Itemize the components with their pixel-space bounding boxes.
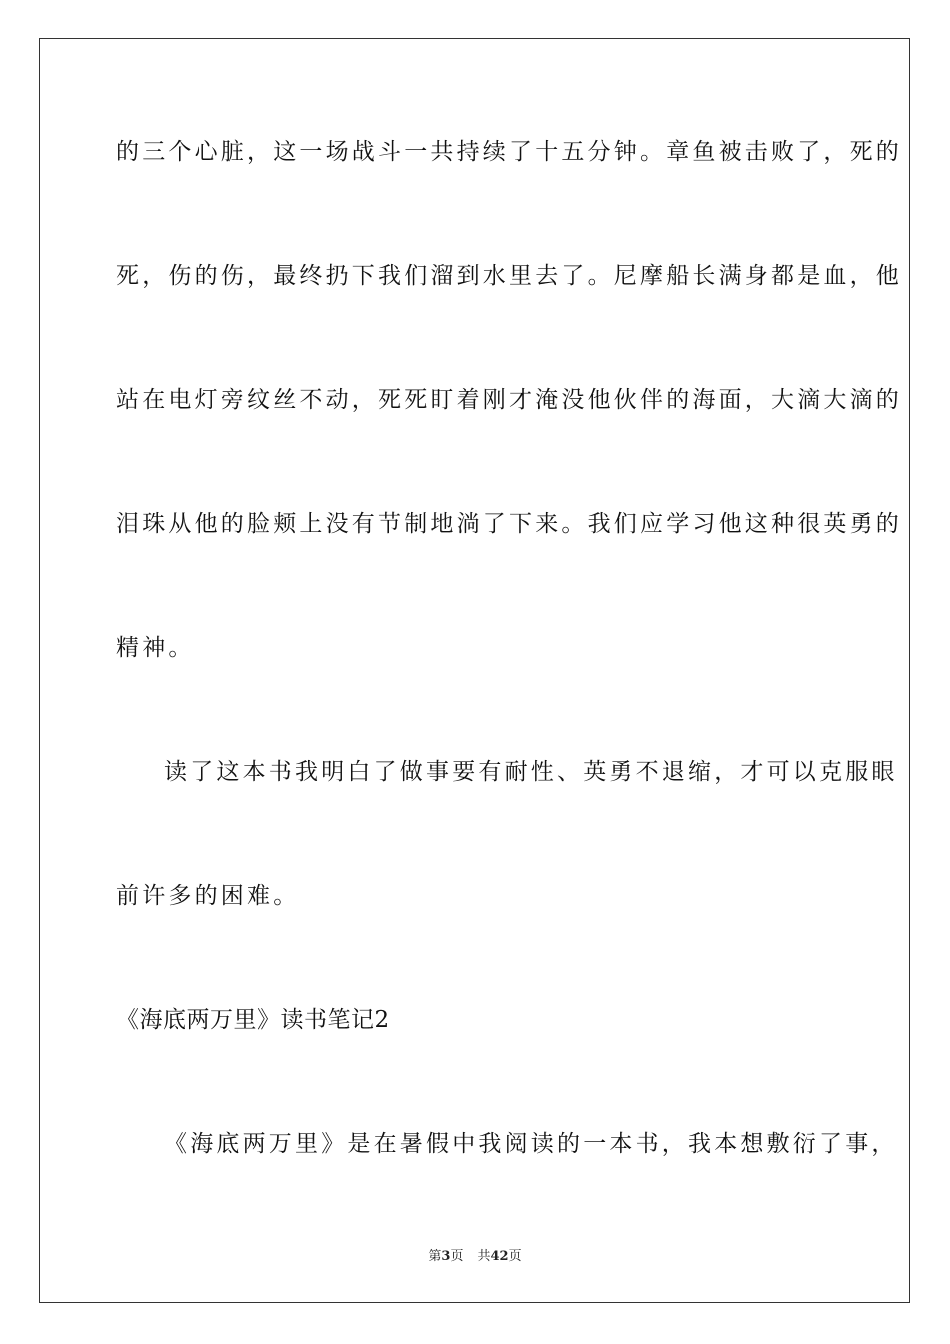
footer-page-suffix: 页	[450, 1249, 464, 1264]
footer-total-pages: 42	[490, 1249, 509, 1264]
page-footer	[0, 1248, 950, 1266]
text-line-2: 死，伤的伤，最终扔下我们溜到水里去了。尼摩船长满身都是血，他	[116, 263, 902, 289]
footer-page-number: 3	[441, 1249, 451, 1264]
footer-total-prefix: 共	[477, 1249, 491, 1264]
paragraph-line-3: 《海底两万里》是在暑假中我阅读的一本书，我本想敷衍了事，	[164, 1131, 898, 1157]
text-line-5: 精神。	[116, 635, 195, 661]
footer-total-suffix: 页	[508, 1249, 522, 1264]
footer-page-prefix: 第	[428, 1249, 442, 1264]
page-border	[39, 38, 910, 1303]
text-line-1: 的三个心脏，这一场战斗一共持续了十五分钟。章鱼被击败了，死的	[116, 139, 902, 165]
section-heading: 《海底两万里》读书笔记2	[116, 1007, 390, 1033]
paragraph-line-1: 读了这本书我明白了做事要有耐性、英勇不退缩，才可以克服眼	[164, 759, 898, 785]
text-line-3: 站在电灯旁纹丝不动，死死盯着刚才淹没他伙伴的海面，大滴大滴的	[116, 387, 902, 413]
paragraph-line-2: 前许多的困难。	[116, 883, 300, 909]
text-line-4: 泪珠从他的脸颊上没有节制地淌了下来。我们应学习他这种很英勇的	[116, 511, 902, 537]
